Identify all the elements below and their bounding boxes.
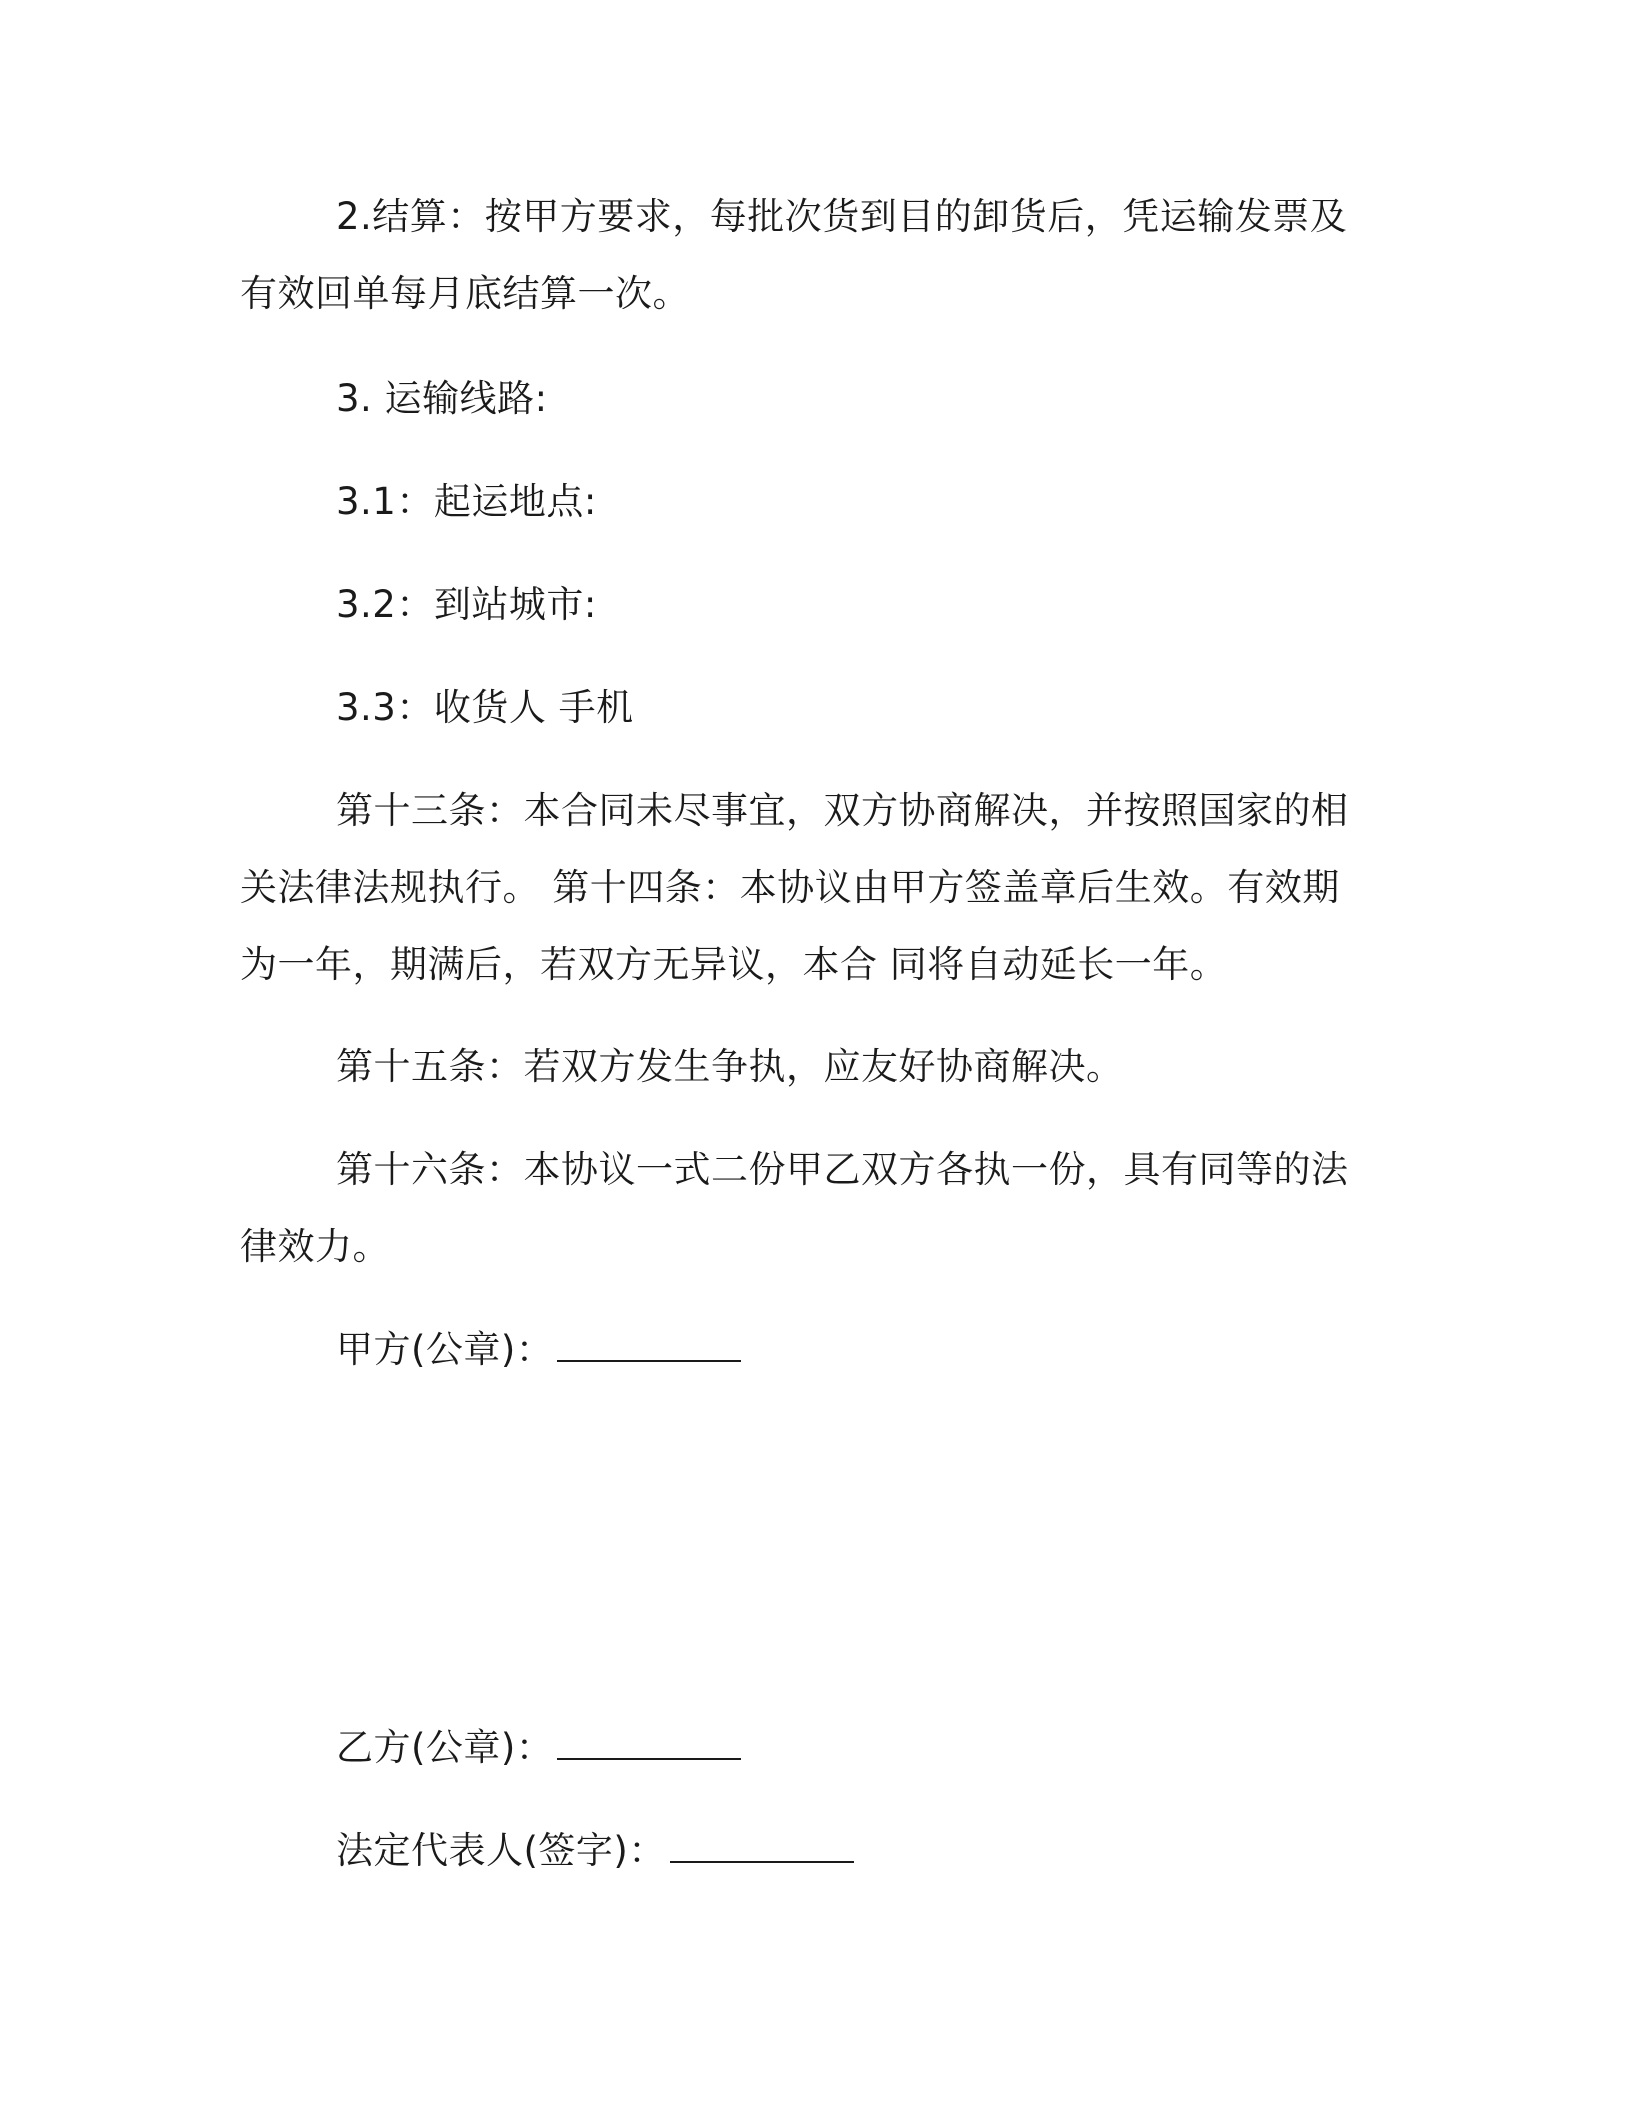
party-a-signature xyxy=(336,1311,741,1388)
party-a-blank[interactable] xyxy=(557,1326,741,1362)
legal-rep-label: 法定代表人(签字)： xyxy=(336,1829,666,1872)
article-13-14: 第十三条：本合同未尽事宜，双方协商解决，并按照国家的相关法律法规执行。 第十四条：本协议由甲方签盖章后生效。有效期为一年，期满后，若双方无异议，本合 同将自动延长一年。 xyxy=(240,789,1349,986)
article-16: 第十六条：本协议一式二份甲乙双方各执一份，具有同等的法律效力。 xyxy=(240,1148,1349,1268)
article-15: 第十五条：若双方发生争执，应友好协商解决。 xyxy=(336,1045,1124,1088)
route-heading: 3. 运输线路: xyxy=(336,377,548,420)
destination-city-line: 3.2：到站城市: xyxy=(336,583,597,626)
party-b-label: 乙方(公章)： xyxy=(336,1726,554,1769)
consignee-line: 3.3：收货人 手机 xyxy=(336,686,634,729)
legal-rep-blank[interactable] xyxy=(670,1827,854,1863)
party-b-blank[interactable] xyxy=(557,1724,741,1760)
legal-rep-signature xyxy=(336,1812,854,1889)
party-a-label: 甲方(公章)： xyxy=(336,1328,554,1371)
settlement-clause: 2.结算：按甲方要求，每批次货到目的卸货后，凭运输发票及有效回单每月底结算一次。 xyxy=(240,195,1348,315)
origin-line: 3.1：起运地点: xyxy=(336,480,597,523)
party-b-signature xyxy=(336,1709,741,1786)
